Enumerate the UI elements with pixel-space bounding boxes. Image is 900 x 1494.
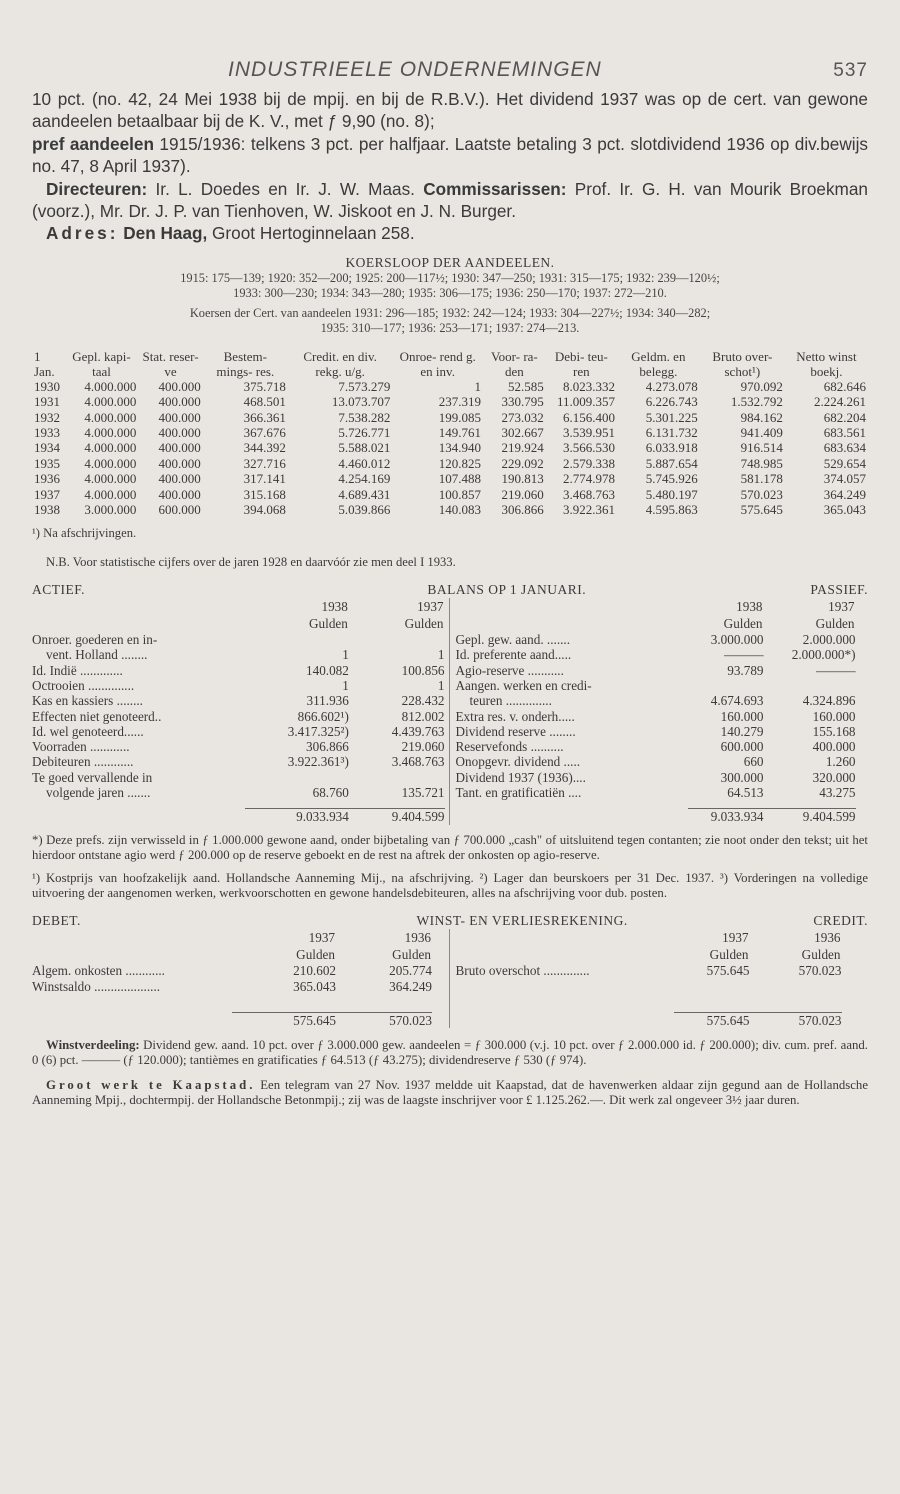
table-row bbox=[32, 440, 868, 455]
table-cell: 1932 bbox=[34, 409, 60, 425]
row-value: 3.417.325²) bbox=[287, 723, 349, 739]
table-row bbox=[32, 724, 445, 739]
table-cell: 365.043 bbox=[823, 502, 866, 518]
table-cell: 3.922.361 bbox=[562, 502, 615, 518]
passief-totals: 9.033.934 9.404.599 bbox=[456, 800, 856, 824]
table-row bbox=[32, 487, 868, 502]
stat-col-header: Geldm. en belegg. bbox=[631, 348, 686, 379]
table-cell: 400.000 bbox=[158, 440, 201, 456]
table-cell: 1935 bbox=[34, 455, 60, 471]
stat-col-header: 1 Jan. bbox=[34, 348, 55, 379]
row-value: 160.000 bbox=[812, 708, 856, 724]
table-cell: 199.085 bbox=[438, 409, 482, 425]
row-label: teuren .............. bbox=[469, 693, 552, 709]
table-row bbox=[456, 663, 856, 678]
table-cell: 4.000.000 bbox=[84, 471, 137, 487]
row-value: 219.060 bbox=[401, 739, 445, 755]
row-value: 3.922.361³) bbox=[287, 754, 349, 770]
table-cell: 1930 bbox=[34, 378, 60, 394]
row-value bbox=[349, 632, 445, 647]
table-row bbox=[456, 632, 856, 647]
table-cell: 581.178 bbox=[740, 471, 783, 487]
table-row bbox=[32, 963, 432, 978]
table-cell: 5.301.225 bbox=[645, 409, 698, 425]
row-value: 3.468.763 bbox=[391, 754, 445, 770]
table-cell: 1 bbox=[474, 378, 482, 394]
nb-note: N.B. Voor statistische cijfers over de jaren 1928 en daarvóór zie men deel I 1933. bbox=[46, 554, 456, 569]
table-cell: 400.000 bbox=[158, 486, 201, 502]
row-value: 306.866 bbox=[306, 739, 349, 755]
table-cell: 6.033.918 bbox=[645, 440, 698, 456]
running-header bbox=[32, 58, 868, 82]
table-cell: 219.924 bbox=[501, 440, 544, 456]
table-cell: 107.488 bbox=[438, 471, 482, 487]
table-cell: 916.514 bbox=[740, 440, 783, 456]
row-label: Algem. onkosten ............ bbox=[32, 963, 165, 979]
table-cell: 2.774.978 bbox=[562, 471, 615, 487]
table-cell: 468.501 bbox=[243, 394, 286, 410]
stat-col-header: Credit. en div. rekg. u/g. bbox=[303, 348, 377, 379]
table-cell: 4.000.000 bbox=[84, 486, 137, 502]
row-label: Voorraden ............ bbox=[32, 739, 130, 755]
row-label: Reservefonds .......... bbox=[455, 739, 564, 755]
table-cell: 529.654 bbox=[823, 455, 866, 471]
table-cell: 6.226.743 bbox=[645, 394, 698, 410]
table-row bbox=[456, 724, 856, 739]
stat-col-header: Bruto over- schot¹) bbox=[712, 348, 773, 379]
row-value bbox=[688, 678, 764, 693]
table-cell: 375.718 bbox=[243, 378, 286, 394]
table-cell: 11.009.357 bbox=[556, 394, 615, 410]
table-cell: 317.141 bbox=[243, 471, 286, 487]
row-label: Aangen. werken en credi- bbox=[455, 677, 592, 693]
board-paragraph: Directeuren: Ir. L. Doedes en Ir. J. W. Maas. Commissarissen: Prof. Ir. G. H. van Mourik Broekman (voorz.), Mr. Dr. J. P. van Tienhoven, W. Jiskoot en J. N. Burger. bbox=[32, 178, 868, 222]
row-value: 100.856 bbox=[401, 662, 445, 678]
table-cell: 4.000.000 bbox=[84, 409, 137, 425]
table-cell: 5.726.771 bbox=[338, 425, 391, 441]
table-row bbox=[32, 770, 445, 785]
table-cell: 4.460.012 bbox=[338, 455, 391, 471]
row-value: 160.000 bbox=[720, 708, 764, 724]
table-cell: 273.032 bbox=[501, 409, 544, 425]
table-row bbox=[32, 739, 445, 754]
row-label: Id. Indië ............. bbox=[32, 662, 123, 678]
table-row bbox=[32, 456, 868, 471]
table-row bbox=[32, 693, 445, 708]
winstverdeeling-paragraph: Winstverdeeling: Dividend gew. aand. 10 pct. over ƒ 3.000.000 gew. aandeelen = ƒ 300.000 (v.j. 10 pct. over ƒ 2.000.000 id. ƒ 200.000); div. cum. pref. aand. 0 (6) pct. ——— (ƒ 120.000); tantièmes en gratificaties ƒ 64.513 (ƒ 43.275); dividendreserve ƒ 530 (ƒ 974). bbox=[32, 1038, 868, 1068]
table-row bbox=[32, 785, 445, 800]
table-row bbox=[456, 678, 856, 693]
row-value: 93.789 bbox=[727, 662, 764, 678]
row-label: Debiteuren ............ bbox=[32, 754, 134, 770]
table-cell: 984.162 bbox=[740, 409, 783, 425]
table-cell: 575.645 bbox=[740, 502, 783, 518]
row-label: Onopgevr. dividend ..... bbox=[455, 754, 581, 770]
table-row bbox=[32, 425, 868, 440]
row-value bbox=[245, 770, 349, 785]
table-cell: 134.940 bbox=[438, 440, 482, 456]
table-cell: 394.068 bbox=[243, 502, 286, 518]
row-value: 140.279 bbox=[720, 723, 764, 739]
table-cell: 4.000.000 bbox=[84, 425, 137, 441]
profit-loss-account: DEBET. WINST- EN VERLIESREKENING. CREDIT. 1937 1936 Gulden Gulden Algem. onkosten ............ 210.602 205.774 Winstsaldo .................... 365.043 364.249 575.645 570.023 1937 1936 Gulden Gulden Bruto overschot .............. 575.645 570.023 575.645 570.023 bbox=[32, 912, 868, 1028]
table-row bbox=[32, 379, 868, 394]
row-value: 400.000 bbox=[812, 739, 856, 755]
row-label: Id. preferente aand..... bbox=[455, 647, 572, 663]
table-cell: 400.000 bbox=[158, 378, 201, 394]
table-cell: 7.538.282 bbox=[338, 409, 391, 425]
table-cell: 219.060 bbox=[501, 486, 544, 502]
table-row bbox=[456, 739, 856, 754]
row-value: 43.275 bbox=[819, 785, 856, 801]
row-value: 575.645 bbox=[706, 963, 750, 979]
row-value: 866.602¹) bbox=[297, 708, 349, 724]
row-label: Extra res. v. onderh..... bbox=[455, 708, 575, 724]
row-value: 365.043 bbox=[293, 978, 336, 994]
table-cell: 7.573.279 bbox=[338, 378, 391, 394]
kaapstad-paragraph: Groot werk te Kaapstad. Een telegram van 27 Nov. 1937 meldde uit Kaapstad, dat de havenwerken aldaar zijn gegund aan de Hollandsche Aanneming Mpij., dochtermpij. der Hollandsche Betonmpij.; zij was de laagste inschrijver voor £ 1.125.262.—. Dit werk zal ongeveer 3½ jaar duren. bbox=[32, 1078, 868, 1108]
table-cell: 1934 bbox=[34, 440, 60, 456]
table-cell: 366.361 bbox=[243, 409, 286, 425]
table-cell: 367.676 bbox=[243, 425, 286, 441]
row-value: 3.000.000 bbox=[710, 632, 764, 648]
statistics-footnote: ¹) Na afschrijvingen. bbox=[32, 525, 137, 540]
balance-actief: 1938 1937 Gulden Gulden Onroer. goederen en in- vent. Holland ........ 1 1 Id. Indië ............. 140.082 100.856 Octrooien .............. 1 1 Kas en kassiers ........ 311.936 228.432 Effecten niet genoteerd.. 866.602¹) 812.002 Id. wel genoteerd...... 3.417.325²) 4.439.763 Voorraden ............ 306.866 219.060 Debiteuren ............ 3.922.361³) 3.468.763 Te goed vervallende in volgende jaren ....... 68.760 135.721 9.033.934 9.404.599 bbox=[32, 598, 445, 825]
table-cell: 1938 bbox=[34, 502, 60, 518]
table-cell: 1933 bbox=[34, 425, 60, 441]
stat-col-header: Debi- teu- ren bbox=[554, 348, 608, 379]
row-value: 140.082 bbox=[306, 662, 349, 678]
table-cell: 400.000 bbox=[158, 425, 201, 441]
row-label: Octrooien .............. bbox=[32, 677, 135, 693]
row-label: Dividend reserve ........ bbox=[455, 723, 576, 739]
row-value: ——— bbox=[723, 647, 764, 663]
table-cell: 4.273.078 bbox=[645, 378, 698, 394]
table-cell: 5.588.021 bbox=[338, 440, 391, 456]
row-value: 1.260 bbox=[825, 754, 856, 770]
table-row bbox=[456, 754, 856, 769]
table-cell: 3.000.000 bbox=[84, 502, 137, 518]
table-cell: 1.532.792 bbox=[730, 394, 783, 410]
row-value: 812.002 bbox=[401, 708, 445, 724]
row-label: Agio-reserve ........... bbox=[455, 662, 564, 678]
table-cell: 100.857 bbox=[438, 486, 482, 502]
row-label: Id. wel genoteerd...... bbox=[32, 723, 144, 739]
table-cell: 3.539.951 bbox=[562, 425, 615, 441]
table-cell: 8.023.332 bbox=[562, 378, 615, 394]
table-cell: 4.689.431 bbox=[338, 486, 391, 502]
table-cell: 190.813 bbox=[501, 471, 544, 487]
koersloop-text: 1915: 175—139; 1920: 352—200; 1925: 200—117½; 1930: 347—250; 1931: 315—175; 1932: 239—120½; 1933: 300—230; 1934: 343—280; 1935: 306—175; 1936: 250—170; 1937: 272—210. Koersen der Cert. van aandeelen 1931: 296—185; 1932: 242—124; 1933: 304—227½; 1934: 340—282; 1935: 310—177; 1936: 253—171; 1937: 274—213. bbox=[180, 270, 720, 336]
row-label: vent. Holland ........ bbox=[46, 647, 148, 663]
table-cell: 3.468.763 bbox=[562, 486, 615, 502]
table-row bbox=[32, 647, 445, 662]
table-cell: 748.985 bbox=[740, 455, 783, 471]
balance-footnotes: ¹) Kostprijs van hoofzakelijk aand. Hollandsche Aanneming Mij., na afschrijving. ²) Lager dan beurskoers per 31 Dec. 1937. ³) Vorderingen na volledige uitvoering der aangenomen werken, werkvoorschotten en gewone handelsdebiteuren, alles na afschrijving voor dub. posten. bbox=[32, 870, 868, 900]
table-cell: 327.716 bbox=[243, 455, 286, 471]
row-label: Onroer. goederen en in- bbox=[32, 632, 158, 648]
table-row bbox=[32, 678, 445, 693]
table-cell: 3.566.530 bbox=[562, 440, 615, 456]
table-cell: 683.634 bbox=[823, 440, 866, 456]
table-cell: 306.866 bbox=[501, 502, 544, 518]
table-cell: 344.392 bbox=[243, 440, 286, 456]
row-value: 68.760 bbox=[312, 785, 349, 801]
row-label: Winstsaldo .................... bbox=[32, 978, 161, 994]
table-cell: 4.000.000 bbox=[84, 455, 137, 471]
table-cell: 374.057 bbox=[823, 471, 866, 487]
row-label: volgende jaren ....... bbox=[46, 785, 151, 801]
table-cell: 149.761 bbox=[438, 425, 482, 441]
row-value: 4.439.763 bbox=[391, 723, 445, 739]
row-value: 660 bbox=[743, 754, 764, 770]
table-row bbox=[32, 979, 432, 994]
row-label: Tant. en gratificatiën .... bbox=[455, 785, 582, 801]
row-value: 1 bbox=[437, 677, 445, 693]
row-value: 300.000 bbox=[720, 769, 764, 785]
table-cell: 400.000 bbox=[158, 409, 201, 425]
row-value: 2.000.000 bbox=[802, 632, 856, 648]
table-cell: 315.168 bbox=[243, 486, 286, 502]
statistics-header-row bbox=[32, 349, 868, 379]
row-value bbox=[349, 770, 445, 785]
row-value: 311.936 bbox=[306, 693, 349, 709]
table-cell: 229.092 bbox=[501, 455, 544, 471]
table-cell: 400.000 bbox=[158, 394, 201, 410]
balance-sheet bbox=[32, 582, 868, 825]
table-row bbox=[32, 394, 868, 409]
balance-header: ACTIEF. BALANS OP 1 JANUARI. PASSIEF. bbox=[32, 581, 868, 597]
page-title: INDUSTRIEELE ONDERNEMINGEN bbox=[228, 58, 602, 81]
table-cell: 2.579.338 bbox=[562, 455, 615, 471]
table-row bbox=[32, 754, 445, 769]
stat-col-header: Voor- ra- den bbox=[490, 348, 538, 379]
koersloop-title: KOERSLOOP DER AANDEELEN. bbox=[345, 254, 555, 270]
table-row bbox=[32, 471, 868, 486]
row-value: 210.602 bbox=[293, 963, 336, 979]
table-cell: 5.887.654 bbox=[645, 455, 698, 471]
table-cell: 5.039.866 bbox=[338, 502, 391, 518]
table-cell: 140.083 bbox=[438, 502, 482, 518]
table-row bbox=[456, 709, 856, 724]
table-row bbox=[456, 785, 856, 800]
row-value: 4.674.693 bbox=[710, 693, 764, 709]
row-label: Effecten niet genoteerd.. bbox=[32, 708, 162, 724]
table-row bbox=[32, 502, 868, 517]
table-row bbox=[32, 663, 445, 678]
table-row bbox=[32, 410, 868, 425]
table-cell: 1931 bbox=[34, 394, 60, 410]
table-cell: 941.409 bbox=[740, 425, 783, 441]
statistics-table bbox=[32, 349, 868, 518]
table-row bbox=[456, 770, 856, 785]
row-value bbox=[764, 678, 856, 693]
row-value: 1 bbox=[437, 647, 445, 663]
row-label: Gepl. gew. aand. ....... bbox=[455, 632, 571, 648]
page-number: 537 bbox=[833, 60, 868, 81]
table-cell: 330.795 bbox=[501, 394, 544, 410]
table-cell: 682.646 bbox=[823, 378, 866, 394]
table-cell: 2.224.261 bbox=[814, 394, 866, 410]
table-cell: 4.254.169 bbox=[338, 471, 391, 487]
table-row bbox=[32, 709, 445, 724]
wv-debet: 1937 1936 Gulden Gulden Algem. onkosten ............ 210.602 205.774 Winstsaldo .................... 365.043 364.249 575.645 570.023 bbox=[32, 929, 432, 1028]
stat-col-header: Gepl. kapi- taal bbox=[72, 348, 131, 379]
stat-col-header: Netto winst boekj. bbox=[796, 348, 857, 379]
table-row bbox=[32, 632, 445, 647]
table-cell: 1937 bbox=[34, 486, 60, 502]
address-paragraph: Adres: Den Haag, Groot Hertoginnelaan 258. bbox=[46, 223, 415, 244]
table-cell: 4.595.863 bbox=[645, 502, 698, 518]
row-label: Bruto overschot .............. bbox=[455, 963, 590, 979]
row-value: ——— bbox=[815, 662, 856, 678]
table-cell: 570.023 bbox=[740, 486, 783, 502]
row-value: 2.000.000*) bbox=[791, 647, 856, 663]
row-value: 364.249 bbox=[389, 978, 432, 994]
table-row bbox=[456, 693, 856, 708]
table-row bbox=[456, 963, 842, 978]
row-value: 205.774 bbox=[389, 963, 432, 979]
table-cell: 5.480.197 bbox=[645, 486, 698, 502]
row-label: Dividend 1937 (1936).... bbox=[455, 769, 586, 785]
row-value: 64.513 bbox=[727, 785, 764, 801]
table-cell: 237.319 bbox=[438, 394, 482, 410]
table-cell: 302.667 bbox=[501, 425, 544, 441]
table-cell: 4.000.000 bbox=[84, 378, 137, 394]
stat-col-header: Bestem- mings- res. bbox=[216, 348, 275, 379]
table-cell: 52.585 bbox=[507, 378, 544, 394]
table-cell: 6.131.732 bbox=[645, 425, 698, 441]
row-value: 570.023 bbox=[798, 963, 842, 979]
row-value: 228.432 bbox=[401, 693, 445, 709]
table-cell: 13.073.707 bbox=[331, 394, 391, 410]
table-cell: 1936 bbox=[34, 471, 60, 487]
table-cell: 400.000 bbox=[158, 455, 201, 471]
stat-col-header: Onroe- rend g. en inv. bbox=[399, 348, 476, 379]
table-cell: 6.156.400 bbox=[562, 409, 615, 425]
row-value: 600.000 bbox=[720, 739, 764, 755]
table-cell: 364.249 bbox=[823, 486, 866, 502]
row-value: 1 bbox=[342, 677, 349, 693]
row-label: Te goed vervallende in bbox=[32, 769, 153, 785]
table-cell: 970.092 bbox=[740, 378, 783, 394]
dividend-paragraph: 10 pct. (no. 42, 24 Mei 1938 bij de mpij. en bij de R.B.V.). Het dividend 1937 was op de cert. van gewone aandeelen betaalbaar bij de K. V., met ƒ 9,90 (no. 8); pref aandeelen 1915/1936: telkens 3 pct. per halfjaar. Laatste betaling 3 pct. slotdividend 1936 op div.bewijs no. 47, 8 April 1937). bbox=[32, 89, 868, 177]
table-cell: 4.000.000 bbox=[84, 394, 137, 410]
actief-totals: 9.033.934 9.404.599 bbox=[32, 800, 445, 824]
intro-text bbox=[32, 88, 868, 245]
row-value bbox=[245, 632, 349, 647]
table-cell: 400.000 bbox=[158, 471, 201, 487]
table-row bbox=[456, 647, 856, 662]
statistics-body bbox=[32, 379, 868, 518]
wv-credit: 1937 1936 Gulden Gulden Bruto overschot .............. 575.645 570.023 575.645 570.023 bbox=[449, 929, 869, 1028]
stat-col-header: Stat. reser- ve bbox=[142, 348, 199, 379]
row-value: 135.721 bbox=[401, 785, 445, 801]
row-value: 155.168 bbox=[812, 723, 856, 739]
row-label: Kas en kassiers ........ bbox=[32, 693, 143, 709]
table-cell: 5.745.926 bbox=[645, 471, 698, 487]
star-note: *) Deze prefs. zijn verwisseld in ƒ 1.000.000 gewone aand, onder bijbetaling van ƒ 700.000 „cash" of uitsluitend tegen contanten; zie noot onder den tekst; uit het hierdoor ontstane agio werd ƒ 200.000 op de reserve geboekt en de rest na aftrek der onkosten op agio-reserve. bbox=[32, 832, 868, 862]
table-cell: 4.000.000 bbox=[84, 440, 137, 456]
balance-passief: 1938 1937 Gulden Gulden Gepl. gew. aand. ....... 3.000.000 2.000.000 Id. preferente aand..... ——— 2.000.000*) Agio-reserve ........... 93.789 ——— Aangen. werken en credi- teuren .............. 4.674.693 4.324.896 Extra res. v. onderh..... 160.000 160.000 Dividend reserve ........ 140.279 155.168 Reservefonds .......... 600.000 400.000 Onopgevr. dividend ..... 660 1.260 Dividend 1937 (1936).... 300.000 320.000 Tant. en gratificatiën .... 64.513 43.275 9.033.934 9.404.599 bbox=[449, 598, 869, 825]
row-value: 4.324.896 bbox=[802, 693, 856, 709]
row-value: 320.000 bbox=[812, 769, 856, 785]
table-cell: 120.825 bbox=[438, 455, 482, 471]
table-cell: 682.204 bbox=[823, 409, 866, 425]
table-cell: 600.000 bbox=[158, 502, 201, 518]
table-cell: 683.561 bbox=[823, 425, 866, 441]
row-value: 1 bbox=[342, 647, 349, 663]
